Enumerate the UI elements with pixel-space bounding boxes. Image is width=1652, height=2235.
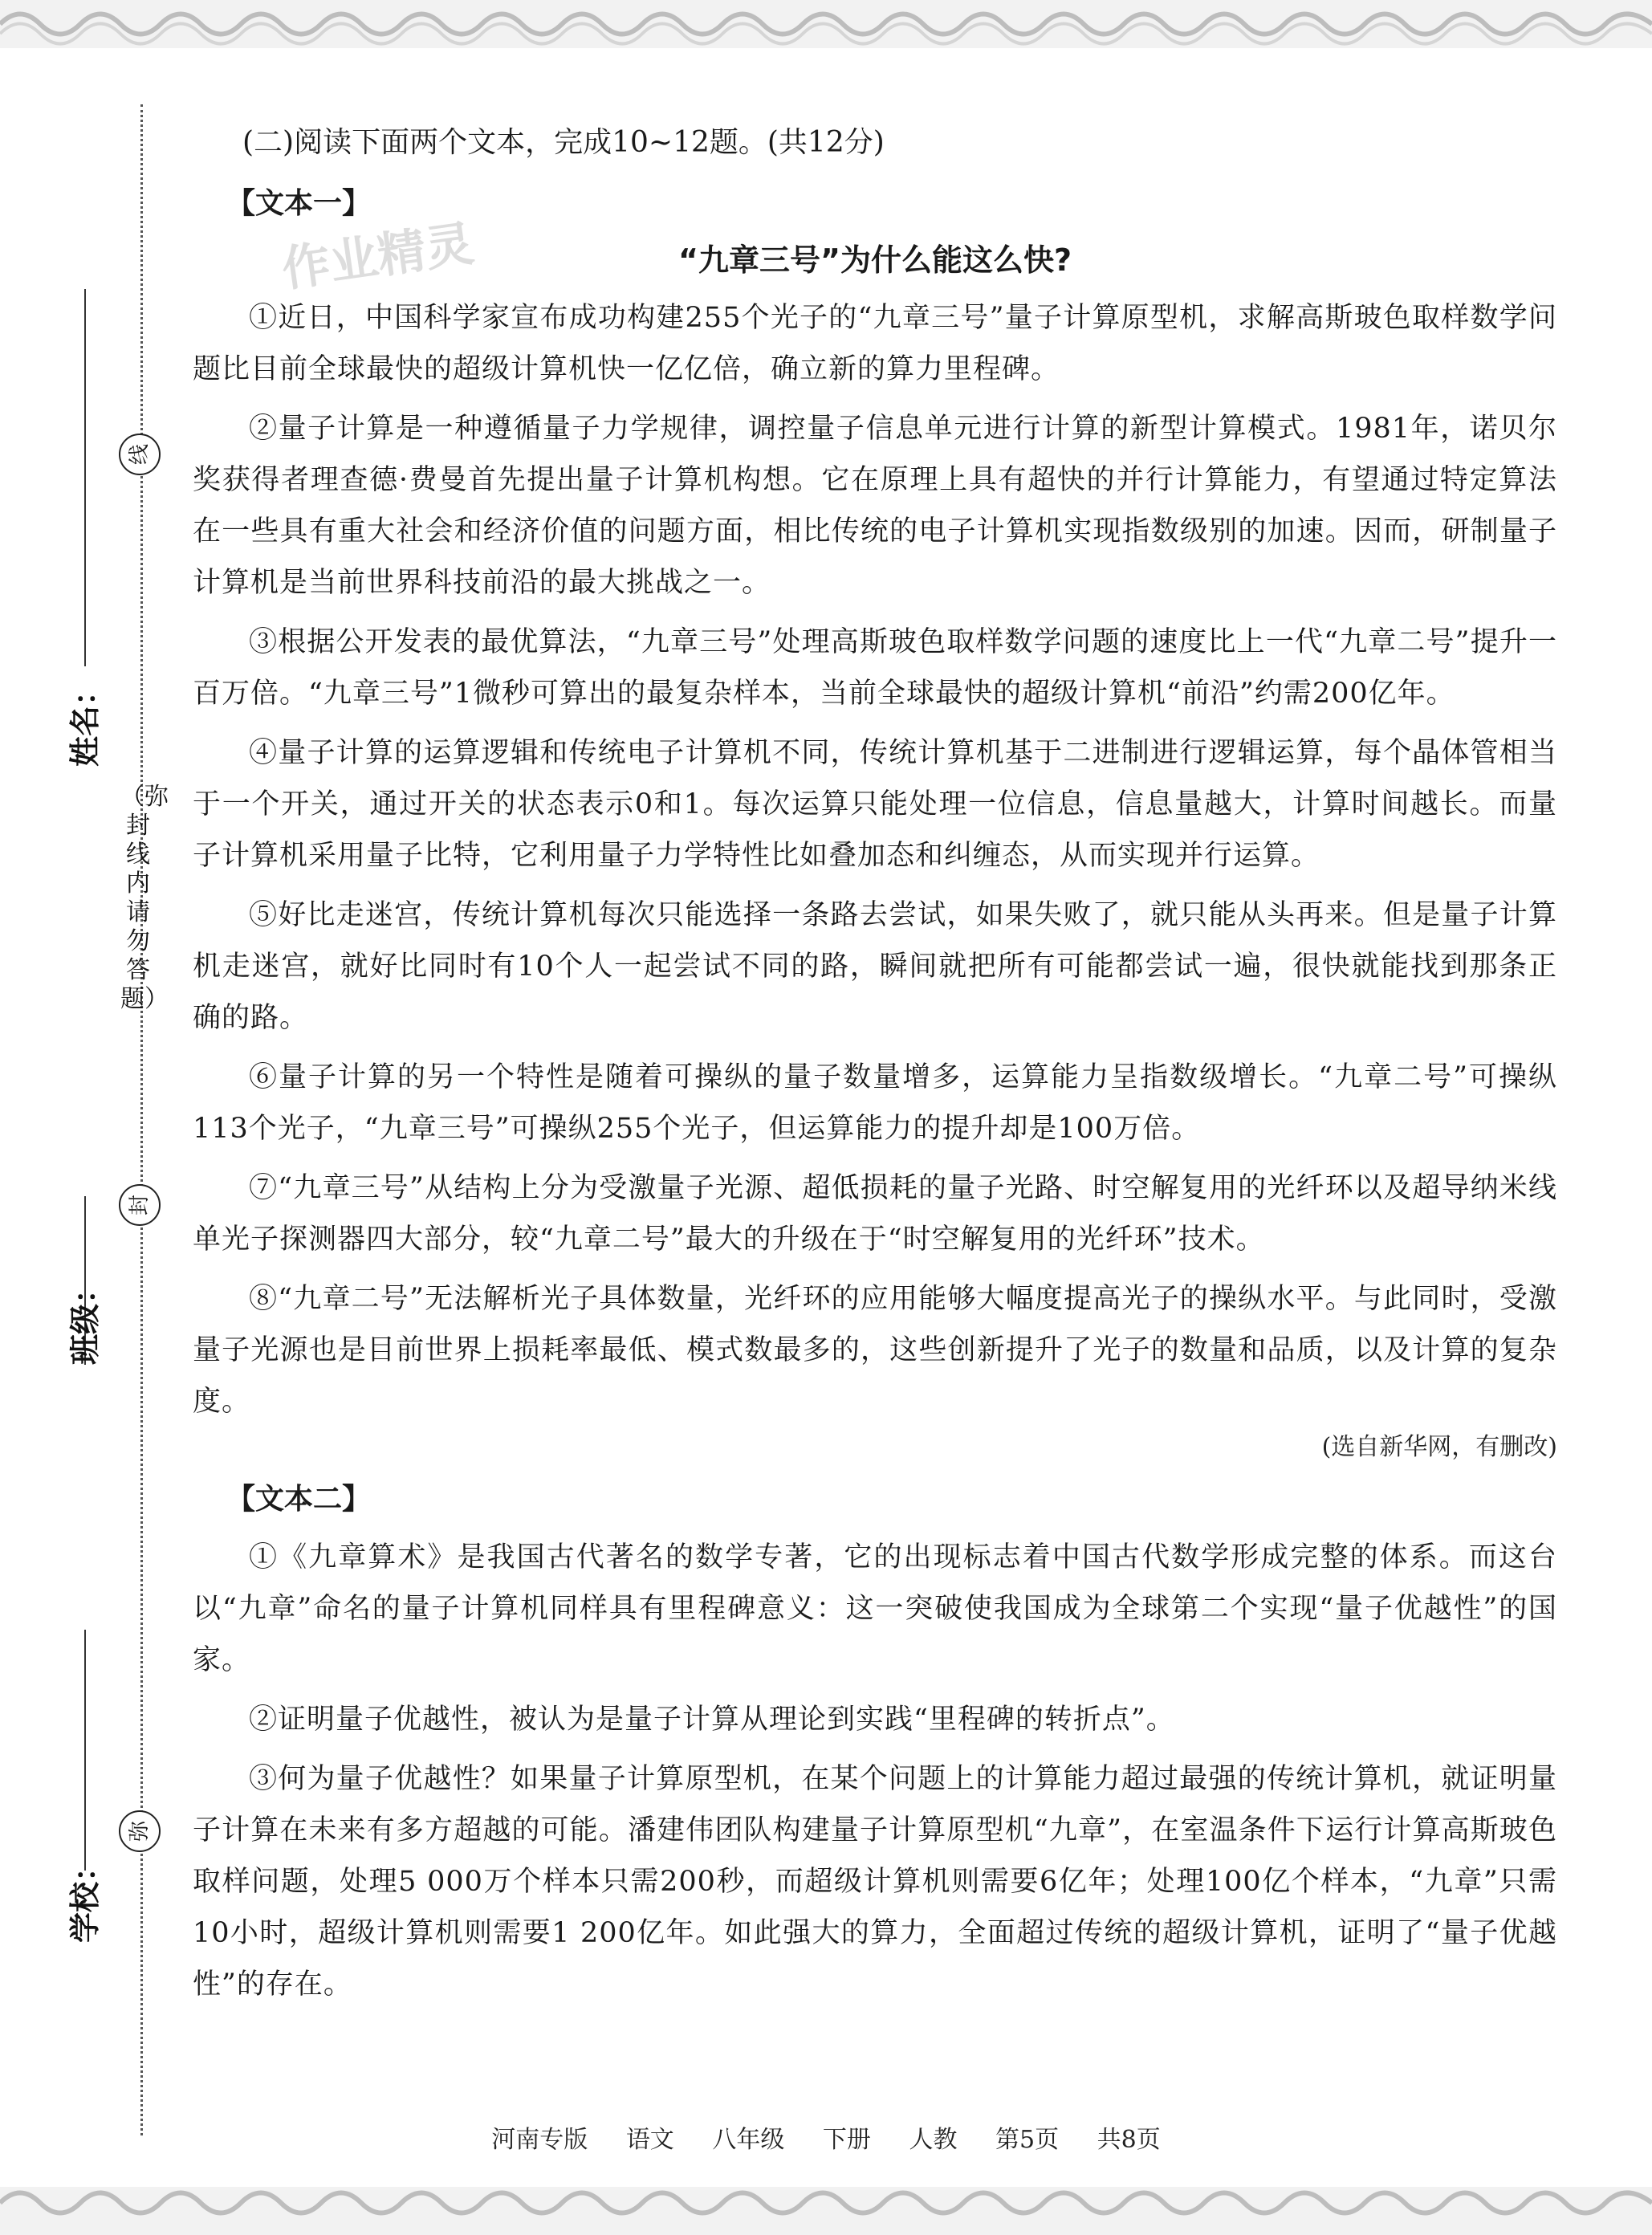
text2-label: 【文本二】 (226, 1483, 372, 1516)
text1-paragraph-5: ⑤好比走迷宫，传统计算机每次只能选择一条路去尝试，如果失败了，就只能从头再来。但是量子计算机走迷宫，就好比同时有10个人一起尝试不同的路，瞬间就把所有可能都尝试一遍，很快就能找到那条正确的路。 (193, 899, 1557, 1034)
text1-title: “九章三号”为什么能这么快? (678, 242, 1072, 278)
text1-paragraph-2: ②量子计算是一种遵循量子力学规律，调控量子信息单元进行计算的新型计算模式。1981年，诺贝尔奖获得者理查德·费曼首先提出量子计算机构想。它在原理上具有超快的并行计算能力，有望通过特定算法在一些具有重大社会和经济价值的问题方面，相比传统的电子计算机实现指数级别的加速。因而，研制量子计算机是当前世界科技前沿的最大挑战之一。 (193, 413, 1557, 599)
seal-mi-mark: 弥 (119, 1810, 161, 1852)
bottom-wave-border (0, 2187, 1652, 2235)
text1-paragraph-8: ⑧“九章二号”无法解析光子具体数量，光纤环的应用能够大幅度提高光子的操纵水平。与此同时，受激量子光源也是目前世界上损耗率最低、模式数最多的，这些创新提升了光子的数量和品质，以及计算的复杂度。 (193, 1283, 1557, 1418)
text1-paragraph-3: ③根据公开发表的最优算法，“九章三号”处理高斯玻色取样数学问题的速度比上一代“九章二号”提升一百万倍。“九章三号”1微秒可算出的最复杂样本，当前全球最快的超级计算机“前沿”约需200亿年。 (193, 626, 1557, 710)
footer-subject: 语文 (625, 2126, 674, 2154)
name-field-line (84, 289, 86, 666)
class-label: 班级： (67, 1272, 103, 1365)
seal-line-mark: 线 (119, 434, 161, 475)
school-label: 学校： (67, 1850, 103, 1943)
no-answer-notice: （弥封线内请勿答题） (120, 783, 169, 1013)
footer-region: 河南专版 (491, 2126, 588, 2154)
seal-feng-mark: 封 (119, 1184, 161, 1226)
footer-volume: 下册 (822, 2126, 871, 2154)
watermark: 作业精灵 (278, 215, 478, 299)
footer-grade: 八年级 (712, 2126, 785, 2154)
text1-paragraph-1: ①近日，中国科学家宣布成功构建255个光子的“九章三号”量子计算原型机，求解高斯玻色取样数学问题比目前全球最快的超级计算机快一亿亿倍，确立新的算力里程碑。 (193, 302, 1557, 385)
text1-paragraph-4: ④量子计算的运算逻辑和传统电子计算机不同，传统计算机基于二进制进行逻辑运算，每个晶体管相当于一个开关，通过开关的状态表示0和1。每次运算只能处理一位信息，信息量越大，计算时间越长。而量子计算机采用量子比特，它利用量子力学特性比如叠加态和纠缠态，从而实现并行运算。 (193, 737, 1557, 872)
section-title: (二)阅读下面两个文本，完成10~12题。(共12分) (242, 126, 885, 159)
footer-page: 第5页 (995, 2126, 1060, 2154)
page-footer (0, 2119, 1652, 2155)
footer-publisher: 人教 (909, 2126, 958, 2154)
text1-paragraph-6: ⑥量子计算的另一个特性是随着可操纵的量子数量增多，运算能力呈指数级增长。“九章二号”可操纵113个光子，“九章三号”可操纵255个光子，但运算能力的提升却是100万倍。 (193, 1061, 1557, 1145)
reading-section (193, 120, 1557, 2018)
text1-paragraph-7: ⑦“九章三号”从结构上分为受激量子光源、超低损耗的量子光路、时空解复用的光纤环以及超导纳米线单光子探测器四大部分，较“九章二号”最大的升级在于“时空解复用的光纤环”技术。 (193, 1172, 1557, 1256)
name-label: 姓名： (67, 674, 103, 767)
footer-total: 共8页 (1097, 2126, 1161, 2154)
text2-paragraph-2: ②证明量子优越性，被认为是量子计算从理论到实践“里程碑的转折点”。 (249, 1704, 1175, 1736)
school-field-line (84, 1630, 86, 1871)
text2-paragraph-1: ①《九章算术》是我国古代著名的数学专著，它的出现标志着中国古代数学形成完整的体系。而这台以“九章”命名的量子计算机同样具有里程碑意义：这一突破使我国成为全球第二个实现“量子优越性”的国家。 (193, 1541, 1557, 1676)
text1-label: 【文本一】 (226, 187, 372, 220)
text1-source: (选自新华网，有删改) (1321, 1433, 1557, 1461)
top-wave-border (0, 0, 1652, 48)
text2-paragraph-3: ③何为量子优越性？如果量子计算原型机，在某个问题上的计算能力超过最强的传统计算机，就证明量子计算在未来有多方超越的可能。潘建伟团队构建量子计算原型机“九章”，在室温条件下运行计算高斯玻色取样问题，处理5 000万个样本只需200秒，而超级计算机则需要6亿年；处理100亿个样本，“九章”只需10小时，超级计算机则需要1 200亿年。如此强大的算力，全面超过传统的超级计算机，证明了“量子优越性”的存在。 (193, 1763, 1557, 2001)
